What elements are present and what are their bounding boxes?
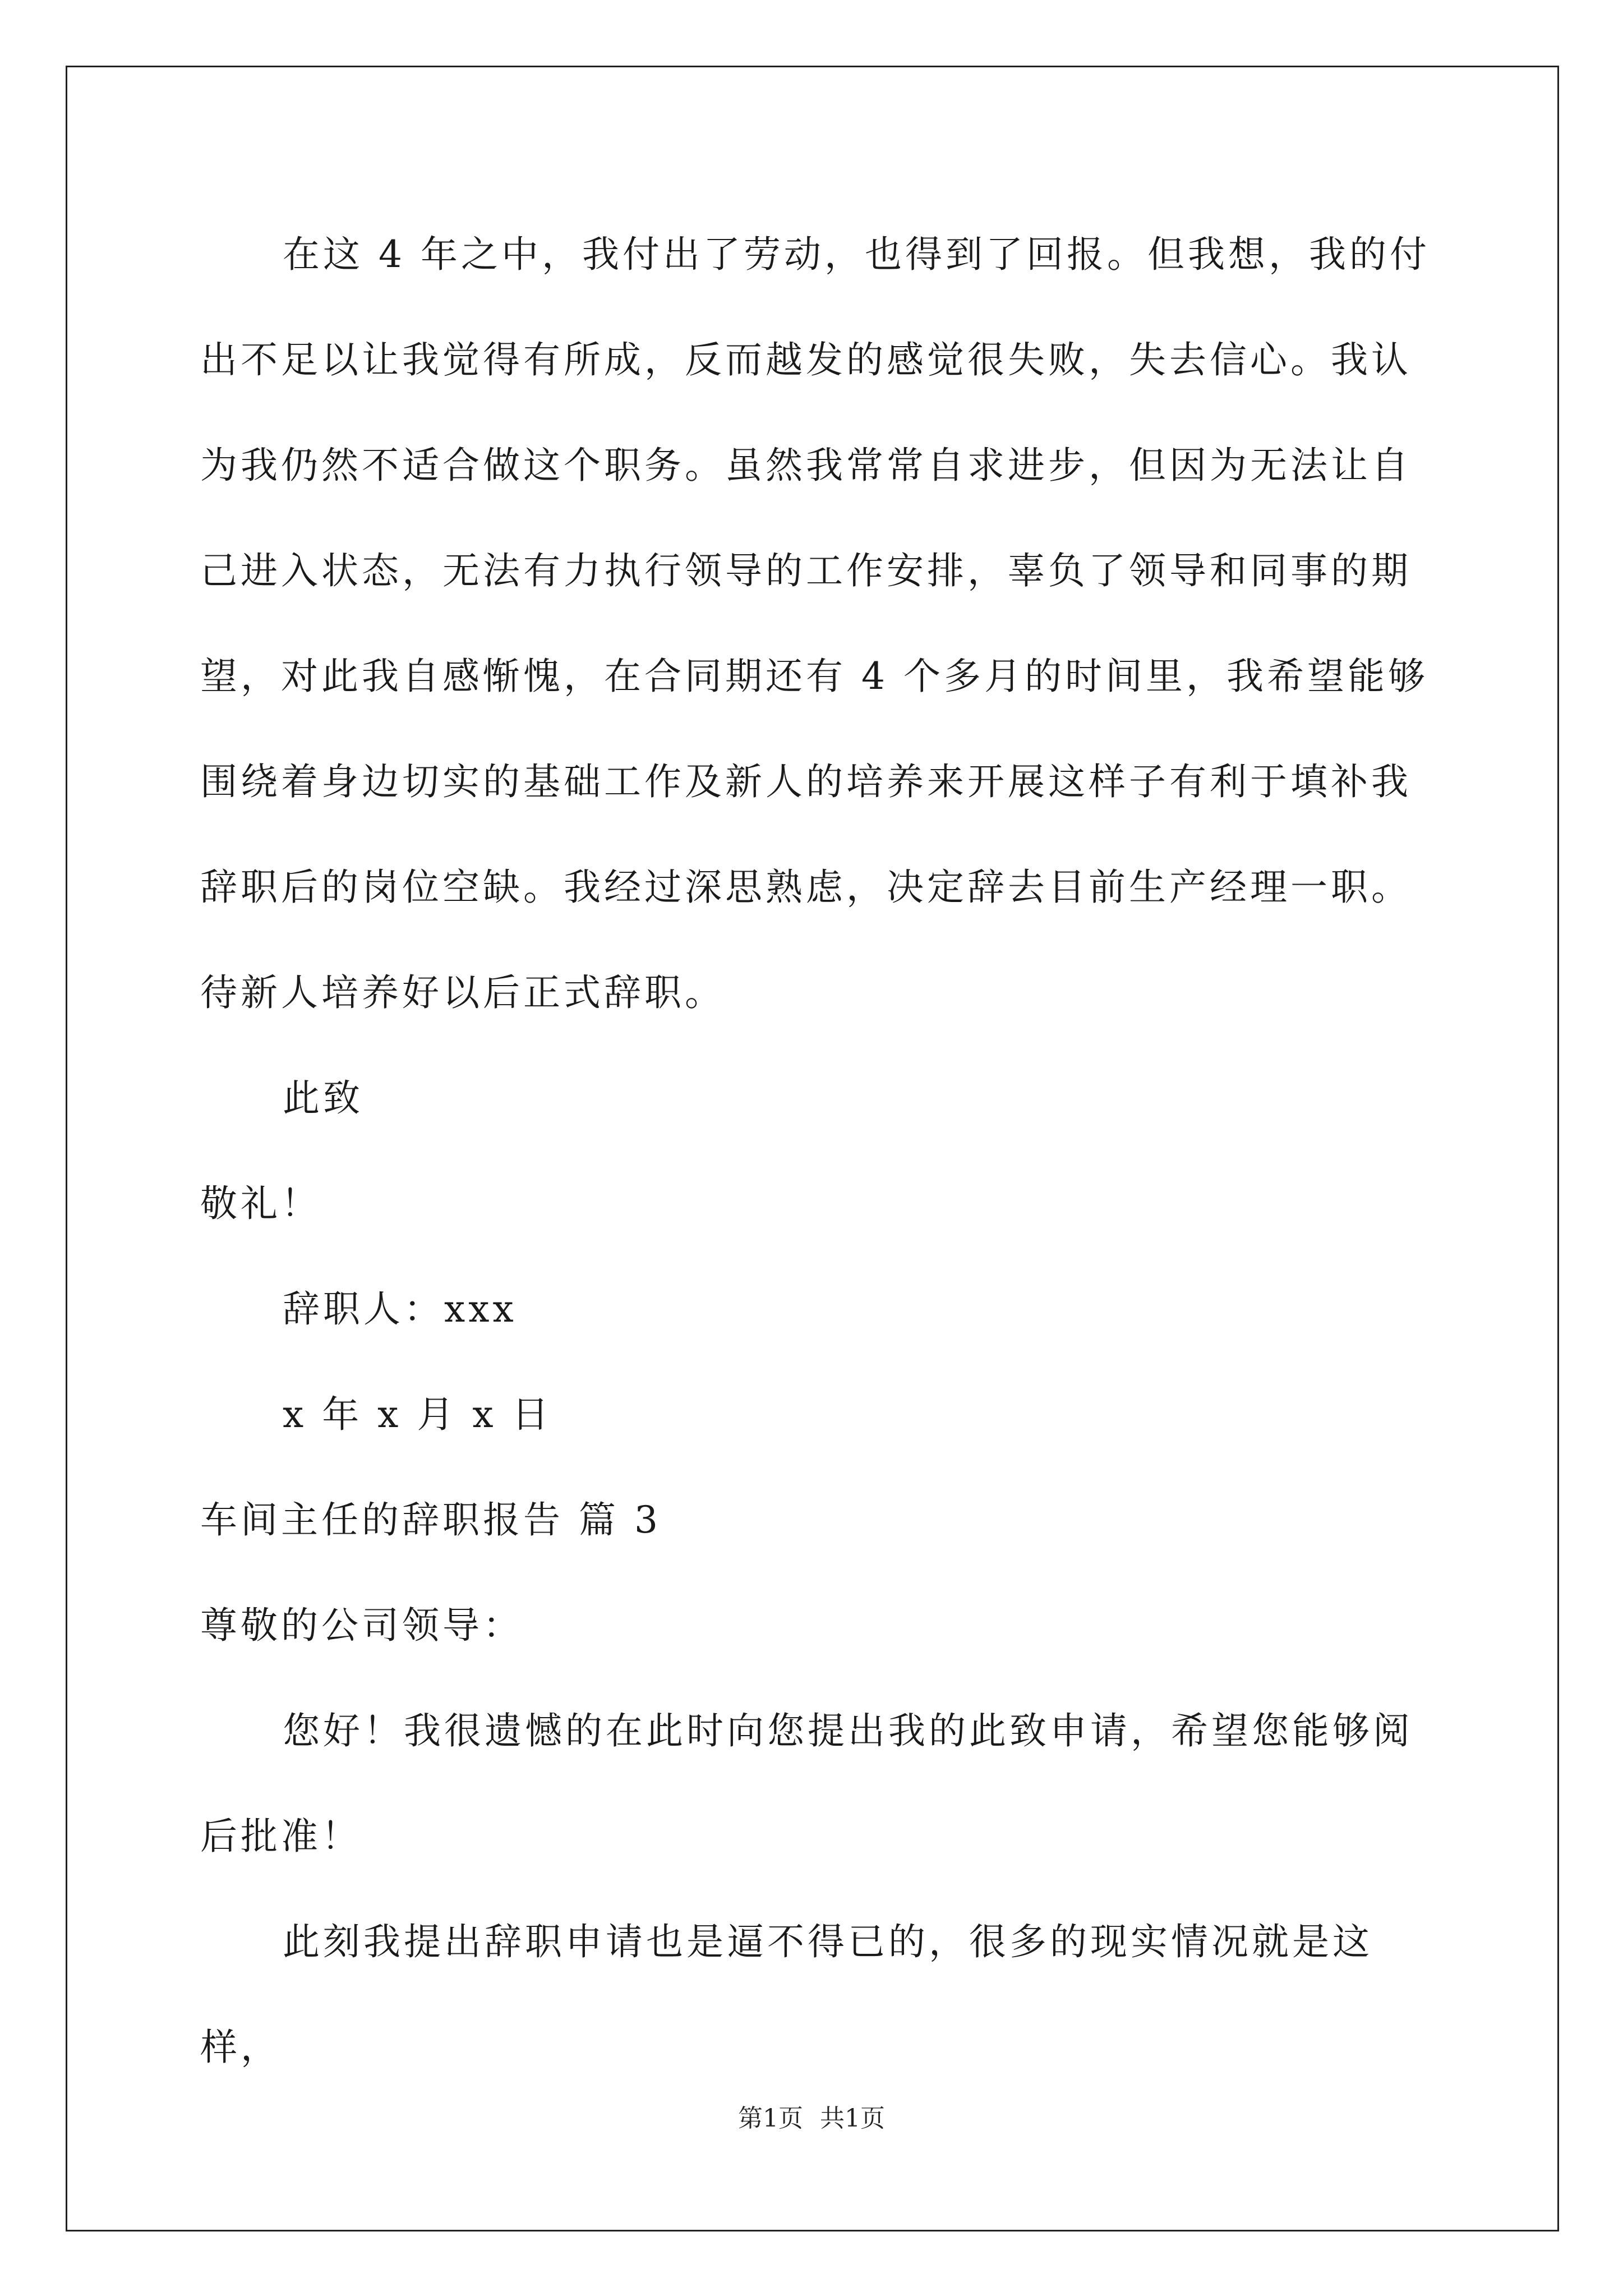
letter-greeting: 尊敬的公司领导： (200, 1604, 523, 1647)
page-number: 第1页 (738, 2104, 803, 2133)
page-total: 共1页 (820, 2104, 885, 2133)
paragraph-body-3: 此刻我提出辞职申请也是逼不得已的，很多的现实情况就是这样， (200, 1920, 1373, 2069)
date-line: x 年 x 月 x 日 (283, 1393, 552, 1436)
closing-respect: 敬礼！ (200, 1182, 321, 1225)
paragraph-body-2: 您好！我很遗憾的在此时向您提出我的此致申请，希望您能够阅后批准！ (200, 1709, 1413, 1858)
page-footer (0, 2098, 1623, 2134)
closing-salutation: 此致 (283, 1076, 363, 1120)
document-body (200, 202, 1434, 2100)
paragraph-body-1: 在这 4 年之中，我付出了劳动，也得到了回报。但我想，我的付出不足以让我觉得有所成，反而越发的感觉很失败，失去信心。我认为我仍然不适合做这个职务。虽然我常常自求进步，但因为无法让自己进入状态，无法有力执行领导的工作安排，辜负了领导和同事的期望，对此我自感惭愧，在合同期还有 4 个多月的时间里，我希望能够围绕着身边切实的基础工作及新人的培养来开展这样子有利于填补我辞职后的岗位空缺。我经过深思熟虑，决定辞去目前生产经理一职。待新人培养好以后正式辞职。 (200, 233, 1430, 1014)
section-heading: 车间主任的辞职报告 篇 3 (200, 1498, 661, 1542)
signature-line: 辞职人：xxx (283, 1287, 517, 1331)
